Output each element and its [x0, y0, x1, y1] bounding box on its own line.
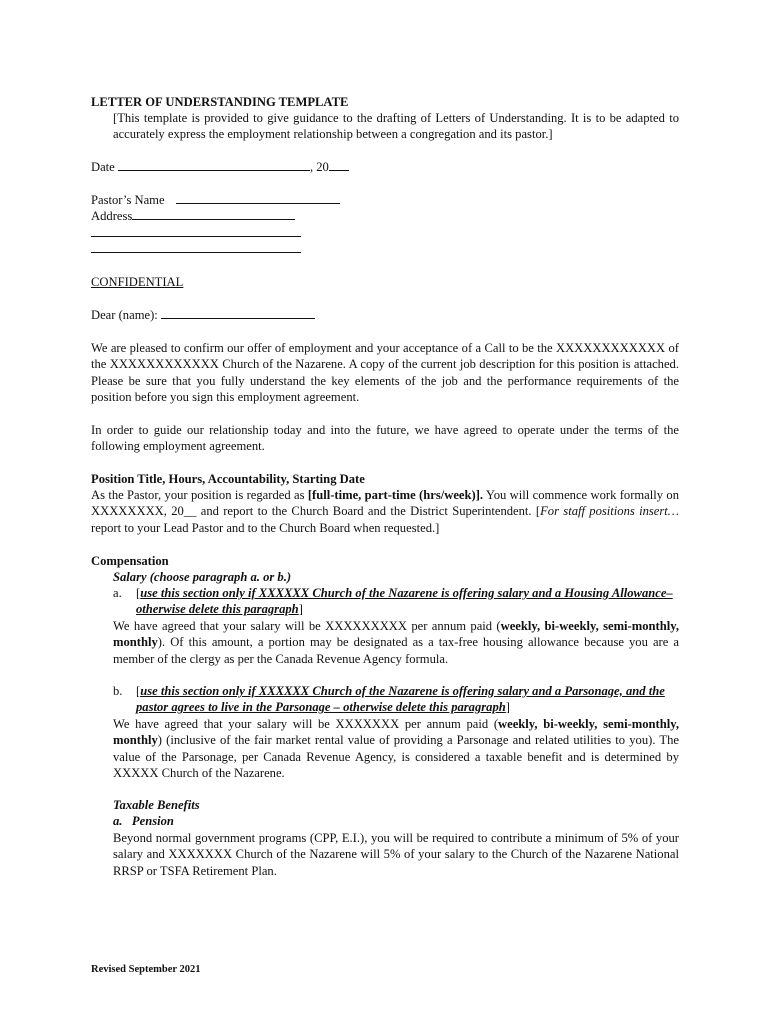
position-text-2: You will commence work formally on XXXXXXXX, 20__ and report to the Church Board and the District Superintendent. [: [91, 488, 679, 519]
option-a-frequency: weekly, bi-weekly, semi-monthly, monthly: [113, 619, 679, 650]
year-blank: [329, 159, 349, 171]
pension-paragraph: Beyond normal government programs (CPP, E.I.), you will be required to contribute a minimum of 5% of your salary and XXXXXXX Church of the Nazarene will 5% of your salary to the Church of the Nazarene National RRSP or TSFA Retirement Plan.: [113, 831, 679, 878]
pension-heading-line: [113, 813, 679, 829]
option-a-note: use this section only if XXXXXX Church of the Nazarene is offering salary and a Housing Allowance– otherwise delete this paragraph: [136, 586, 673, 617]
intro-note: [This template is provided to give guidance to the drafting of Letters of Understanding. It is to be adapted to accurately express the employment relationship between a congregation and its pastor.]: [113, 111, 679, 142]
option-b-note-wrap: [use this section only if XXXXXX Church of the Nazarene is offering salary and a Parsonage, and the pastor agrees to live in the Parsonage – otherwise delete this paragraph]: [136, 684, 665, 715]
address-blank-2: [91, 225, 301, 237]
position-type: [full-time, part-time (hrs/week)].: [307, 488, 484, 502]
address-label: Address: [91, 209, 133, 223]
pastor-name-line: [91, 192, 679, 208]
date-blank: [118, 159, 310, 171]
compensation-heading: Compensation: [91, 554, 169, 568]
address-line-2: [91, 225, 679, 241]
dear-blank: [161, 307, 315, 319]
pastor-name-label: Pastor’s Name: [91, 193, 165, 207]
pension-label: a.: [113, 814, 123, 828]
option-a-note-wrap: [use this section only if XXXXXX Church of the Nazarene is offering salary and a Housing Allowance– otherwise delete this paragraph]: [136, 586, 673, 617]
paragraph-offer: We are pleased to confirm our offer of employment and your acceptance of a Call to be the XXXXXXXXXXXX of the XXXXXXXXXXXX Church of the Nazarene. A copy of the current job description for this position is attached. Please be sure that you fully understand the key elements of the job and the performance requirements of the position before you sign this employment agreement.: [91, 341, 679, 405]
address-line: [91, 208, 679, 224]
taxable-benefits-heading: Taxable Benefits: [113, 798, 200, 812]
salary-option-a: [113, 585, 679, 618]
option-b-text-2: ) (inclusive of the fair market rental value of providing a Parsonage and related utilities to you). The value of the Parsonage, per Canada Revenue Agency, is considered a taxable benefit and is determined by XXXXX Church of the Nazarene.: [113, 733, 679, 781]
option-a-text-2: ). Of this amount, a portion may be designated as a tax-free housing allowance because you are a member of the clergy as per the Canada Revenue Agency formula.: [113, 635, 679, 666]
position-text-3: report to your Lead Pastor and to the Church Board when requested.]: [91, 520, 440, 535]
paragraph-agreement: In order to guide our relationship today and into the future, we have agreed to operate under the terms of the following employment agreement.: [91, 423, 679, 454]
option-a-text-1: We have agreed that your salary will be XXXXXXXXX per annum paid (: [113, 619, 501, 633]
option-a-label: a.: [113, 586, 122, 600]
option-b-note: use this section only if XXXXXX Church of the Nazarene is offering salary and a Parsonage, and the pastor agrees to live in the Parsonage – otherwise delete this paragraph: [136, 684, 665, 715]
confidential-label: CONFIDENTIAL: [91, 275, 184, 289]
option-b-text-1: We have agreed that your salary will be XXXXXXX per annum paid (: [113, 717, 499, 731]
pastor-name-blank: [176, 192, 340, 204]
pension-heading: Pension: [131, 814, 174, 828]
date-line: [91, 159, 679, 175]
option-a-paragraph: [113, 618, 679, 667]
date-label: Date: [91, 160, 115, 174]
document-title: LETTER OF UNDERSTANDING TEMPLATE: [91, 95, 349, 109]
salutation-line: [91, 307, 679, 323]
position-text-1: As the Pastor, your position is regarded as: [91, 488, 308, 502]
address-line-3: [91, 241, 679, 257]
revision-footer: Revised September 2021: [91, 964, 201, 975]
position-paragraph: [91, 487, 679, 536]
dear-label: Dear (name):: [91, 308, 158, 322]
address-blank: [132, 208, 295, 220]
salary-heading: Salary (choose paragraph a. or b.): [113, 570, 292, 584]
address-blank-3: [91, 241, 301, 253]
position-heading: Position Title, Hours, Accountability, Starting Date: [91, 472, 365, 486]
option-b-label: b.: [113, 684, 123, 698]
staff-note: For staff positions insert…: [540, 504, 679, 519]
salary-option-b: [113, 683, 679, 716]
option-b-paragraph: [113, 716, 679, 782]
date-year: , 20: [309, 160, 329, 174]
option-b-frequency: weekly, bi-weekly, semi-monthly, monthly: [113, 717, 679, 748]
